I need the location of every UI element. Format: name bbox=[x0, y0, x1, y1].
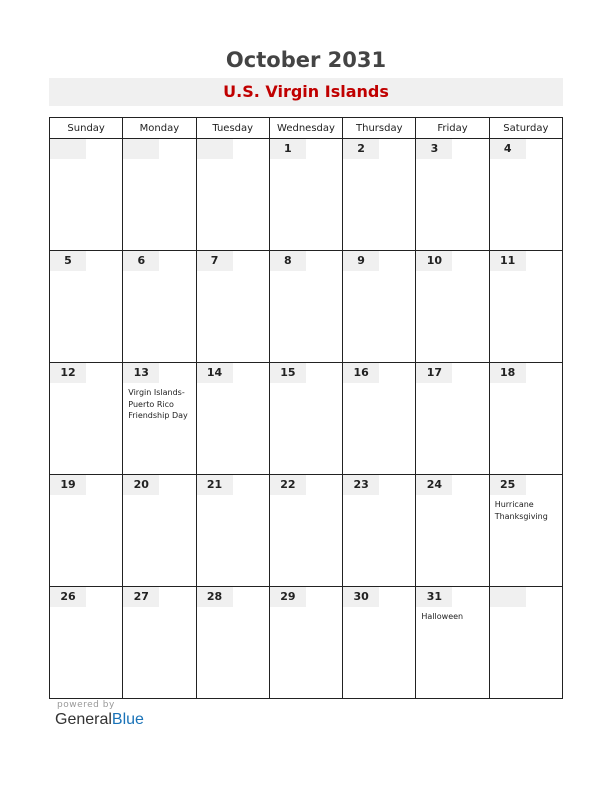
day-number: 29 bbox=[270, 587, 306, 607]
weekday-header-row bbox=[50, 118, 563, 139]
holiday-event: Halloween bbox=[421, 612, 464, 621]
day-number: 6 bbox=[123, 251, 159, 271]
day-number: 30 bbox=[343, 587, 379, 607]
day-cell bbox=[50, 587, 123, 699]
day-cell bbox=[269, 475, 342, 587]
day-cell bbox=[50, 475, 123, 587]
day-cell bbox=[196, 475, 269, 587]
holiday-event: Hurricane Thanksgiving bbox=[494, 500, 548, 521]
day-cell bbox=[123, 251, 196, 363]
day-cell bbox=[50, 251, 123, 363]
day-cell bbox=[196, 587, 269, 699]
day-number: 13 bbox=[123, 363, 159, 383]
day-cell bbox=[416, 475, 489, 587]
day-cell bbox=[123, 363, 196, 475]
empty-day-cell bbox=[196, 139, 269, 251]
day-number: 2 bbox=[343, 139, 379, 159]
day-number: 8 bbox=[270, 251, 306, 271]
day-number: 28 bbox=[197, 587, 233, 607]
week-row bbox=[50, 363, 563, 475]
day-cell bbox=[489, 251, 562, 363]
day-cell bbox=[343, 139, 416, 251]
day-number: 10 bbox=[416, 251, 452, 271]
day-cell bbox=[343, 363, 416, 475]
brand-general-text: General bbox=[55, 711, 112, 728]
day-number: 24 bbox=[416, 475, 452, 495]
day-cell bbox=[343, 475, 416, 587]
day-cell bbox=[50, 363, 123, 475]
day-number: 26 bbox=[50, 587, 86, 607]
weekday-header: Tuesday bbox=[196, 118, 269, 139]
day-number: 16 bbox=[343, 363, 379, 383]
day-number: 3 bbox=[416, 139, 452, 159]
weekday-header: Friday bbox=[416, 118, 489, 139]
day-number: 14 bbox=[197, 363, 233, 383]
weekday-header: Thursday bbox=[343, 118, 416, 139]
day-number: 17 bbox=[416, 363, 452, 383]
empty-day-cell bbox=[50, 139, 123, 251]
week-row bbox=[50, 587, 563, 699]
day-number: 9 bbox=[343, 251, 379, 271]
day-number bbox=[50, 139, 86, 159]
day-number bbox=[123, 139, 159, 159]
day-number: 18 bbox=[490, 363, 526, 383]
day-cell bbox=[123, 587, 196, 699]
day-cell bbox=[269, 139, 342, 251]
brand-blue-text: Blue bbox=[111, 711, 144, 728]
day-number: 22 bbox=[270, 475, 306, 495]
day-number: 27 bbox=[123, 587, 159, 607]
day-number: 1 bbox=[270, 139, 306, 159]
day-number: 25 bbox=[490, 475, 526, 495]
holiday-event: Virgin Islands-Puerto Rico Friendship Day bbox=[128, 388, 188, 420]
calendar-body bbox=[50, 139, 563, 699]
day-cell bbox=[416, 587, 489, 699]
day-number: 31 bbox=[416, 587, 452, 607]
day-cell bbox=[416, 363, 489, 475]
region-banner: U.S. Virgin Islands bbox=[49, 78, 563, 106]
empty-day-cell bbox=[489, 587, 562, 699]
day-number bbox=[197, 139, 233, 159]
day-number bbox=[490, 587, 526, 607]
empty-day-cell bbox=[123, 139, 196, 251]
day-cell bbox=[343, 587, 416, 699]
day-number: 19 bbox=[50, 475, 86, 495]
week-row bbox=[50, 251, 563, 363]
week-row bbox=[50, 475, 563, 587]
week-row bbox=[50, 139, 563, 251]
day-number: 21 bbox=[197, 475, 233, 495]
day-cell bbox=[416, 251, 489, 363]
day-number: 12 bbox=[50, 363, 86, 383]
day-number: 20 bbox=[123, 475, 159, 495]
day-cell bbox=[343, 251, 416, 363]
day-number: 5 bbox=[50, 251, 86, 271]
day-cell bbox=[489, 363, 562, 475]
day-cell bbox=[196, 251, 269, 363]
powered-by-label: powered by bbox=[57, 700, 115, 710]
day-cell bbox=[416, 139, 489, 251]
calendar-grid bbox=[49, 117, 563, 699]
day-cell bbox=[123, 475, 196, 587]
day-number: 7 bbox=[197, 251, 233, 271]
day-cell bbox=[489, 139, 562, 251]
weekday-header: Sunday bbox=[50, 118, 123, 139]
day-cell bbox=[269, 363, 342, 475]
weekday-header: Saturday bbox=[489, 118, 562, 139]
generalblue-logo[interactable] bbox=[55, 711, 144, 729]
weekday-header: Wednesday bbox=[269, 118, 342, 139]
day-number: 11 bbox=[490, 251, 526, 271]
day-number: 15 bbox=[270, 363, 306, 383]
day-cell bbox=[269, 587, 342, 699]
day-cell bbox=[269, 251, 342, 363]
weekday-header: Monday bbox=[123, 118, 196, 139]
day-cell bbox=[196, 363, 269, 475]
day-number: 23 bbox=[343, 475, 379, 495]
day-cell bbox=[489, 475, 562, 587]
calendar-title: October 2031 bbox=[225, 48, 387, 72]
day-number: 4 bbox=[490, 139, 526, 159]
